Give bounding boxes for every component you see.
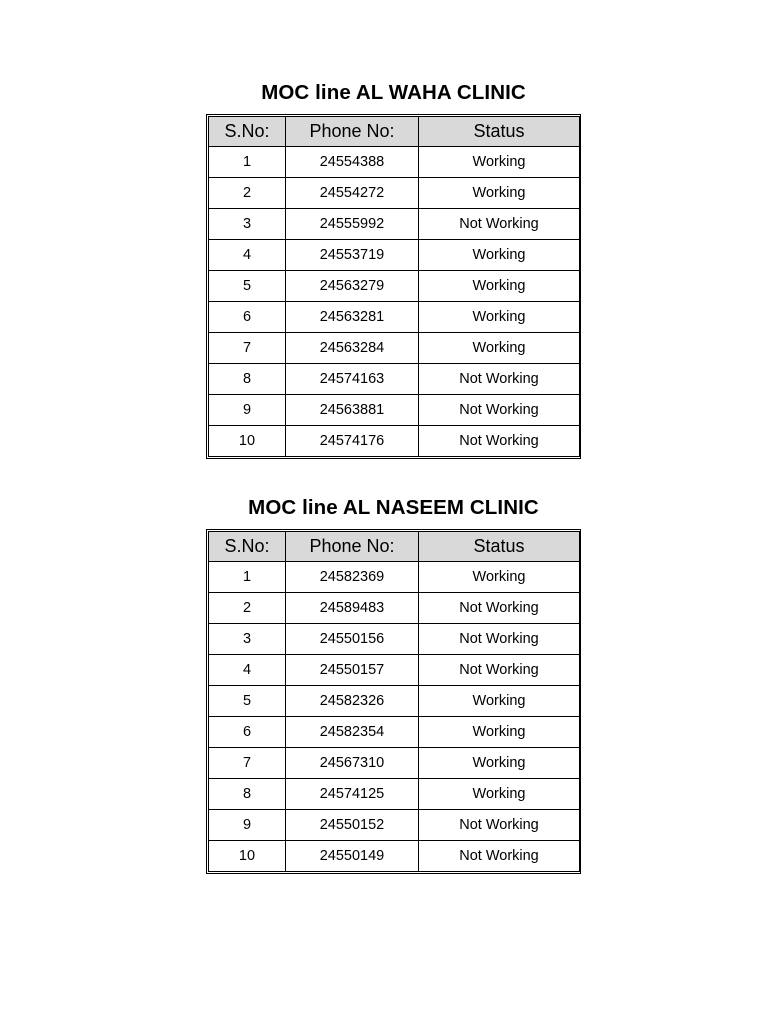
status-cell: Working xyxy=(419,333,580,364)
status-cell: Not Working xyxy=(419,655,580,686)
table-row xyxy=(209,810,580,841)
column-header-sno: S.No: xyxy=(209,117,286,147)
phone-cell: 24563881 xyxy=(286,395,419,426)
phone-cell: 24589483 xyxy=(286,593,419,624)
phone-cell: 24574176 xyxy=(286,426,419,457)
status-cell: Not Working xyxy=(419,593,580,624)
phone-cell: 24563284 xyxy=(286,333,419,364)
column-header-phone: Phone No: xyxy=(286,117,419,147)
phone-cell: 24567310 xyxy=(286,748,419,779)
sno-cell: 4 xyxy=(209,240,286,271)
phone-cell: 24554388 xyxy=(286,147,419,178)
phone-cell: 24550152 xyxy=(286,810,419,841)
table-header-row xyxy=(209,117,580,147)
status-cell: Not Working xyxy=(419,624,580,655)
sno-cell: 1 xyxy=(209,562,286,593)
phone-cell: 24550157 xyxy=(286,655,419,686)
table-row xyxy=(209,426,580,457)
table-row xyxy=(209,147,580,178)
phone-cell: 24563279 xyxy=(286,271,419,302)
status-cell: Not Working xyxy=(419,364,580,395)
status-cell: Not Working xyxy=(419,209,580,240)
phone-cell: 24550149 xyxy=(286,841,419,872)
status-cell: Not Working xyxy=(419,810,580,841)
waha-clinic-table xyxy=(208,116,580,457)
sno-cell: 6 xyxy=(209,302,286,333)
table-row xyxy=(209,302,580,333)
table-row xyxy=(209,717,580,748)
status-cell: Working xyxy=(419,240,580,271)
phone-cell: 24553719 xyxy=(286,240,419,271)
sno-cell: 5 xyxy=(209,271,286,302)
table-row xyxy=(209,364,580,395)
naseem-clinic-table xyxy=(208,531,580,872)
sno-cell: 9 xyxy=(209,810,286,841)
phone-cell: 24582369 xyxy=(286,562,419,593)
waha-clinic-section xyxy=(206,78,581,459)
phone-cell: 24550156 xyxy=(286,624,419,655)
sno-cell: 3 xyxy=(209,209,286,240)
table-row xyxy=(209,624,580,655)
status-cell: Working xyxy=(419,717,580,748)
table-row xyxy=(209,562,580,593)
sno-cell: 2 xyxy=(209,593,286,624)
status-cell: Working xyxy=(419,779,580,810)
table-row xyxy=(209,841,580,872)
column-header-status: Status xyxy=(419,117,580,147)
table-row xyxy=(209,333,580,364)
column-header-status: Status xyxy=(419,532,580,562)
status-cell: Not Working xyxy=(419,395,580,426)
table-row xyxy=(209,240,580,271)
sno-cell: 10 xyxy=(209,426,286,457)
table-row xyxy=(209,178,580,209)
sno-cell: 8 xyxy=(209,364,286,395)
status-cell: Working xyxy=(419,302,580,333)
sno-cell: 9 xyxy=(209,395,286,426)
sno-cell: 8 xyxy=(209,779,286,810)
table-header-row xyxy=(209,532,580,562)
table-row xyxy=(209,686,580,717)
status-cell: Not Working xyxy=(419,841,580,872)
naseem-clinic-table-frame xyxy=(206,529,581,874)
phone-cell: 24554272 xyxy=(286,178,419,209)
status-cell: Working xyxy=(419,178,580,209)
phone-cell: 24555992 xyxy=(286,209,419,240)
status-cell: Working xyxy=(419,686,580,717)
sno-cell: 4 xyxy=(209,655,286,686)
status-cell: Working xyxy=(419,562,580,593)
sno-cell: 10 xyxy=(209,841,286,872)
status-cell: Working xyxy=(419,147,580,178)
table-row xyxy=(209,209,580,240)
table-row xyxy=(209,748,580,779)
table-row xyxy=(209,271,580,302)
table-row xyxy=(209,395,580,426)
phone-cell: 24563281 xyxy=(286,302,419,333)
status-cell: Working xyxy=(419,271,580,302)
waha-clinic-title: MOC line AL WAHA CLINIC xyxy=(261,81,526,104)
status-cell: Working xyxy=(419,748,580,779)
phone-cell: 24574125 xyxy=(286,779,419,810)
column-header-sno: S.No: xyxy=(209,532,286,562)
phone-cell: 24582326 xyxy=(286,686,419,717)
table-row xyxy=(209,593,580,624)
phone-cell: 24574163 xyxy=(286,364,419,395)
table-row xyxy=(209,779,580,810)
phone-cell: 24582354 xyxy=(286,717,419,748)
sno-cell: 3 xyxy=(209,624,286,655)
table-row xyxy=(209,655,580,686)
naseem-clinic-title: MOC line AL NASEEM CLINIC xyxy=(248,496,539,519)
status-cell: Not Working xyxy=(419,426,580,457)
naseem-clinic-section xyxy=(206,493,581,874)
sno-cell: 6 xyxy=(209,717,286,748)
column-header-phone: Phone No: xyxy=(286,532,419,562)
sno-cell: 7 xyxy=(209,748,286,779)
waha-clinic-table-frame xyxy=(206,114,581,459)
sno-cell: 2 xyxy=(209,178,286,209)
sno-cell: 7 xyxy=(209,333,286,364)
sno-cell: 5 xyxy=(209,686,286,717)
sno-cell: 1 xyxy=(209,147,286,178)
